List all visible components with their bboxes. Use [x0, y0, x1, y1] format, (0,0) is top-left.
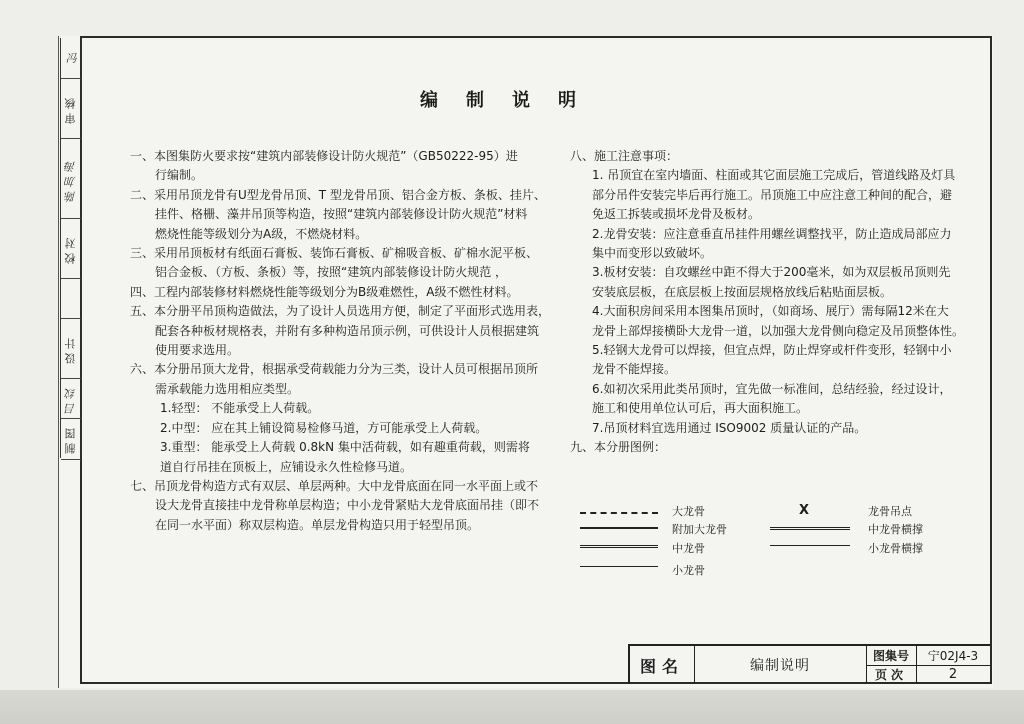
notes-left-column [130, 147, 551, 535]
signature-cell-review [61, 38, 81, 78]
note-line: 行编制。 [155, 168, 204, 183]
note-line: 1. 吊顶宜在室内墙面、柱面或其它面层施工完成后，管道线路及灯具 [592, 168, 956, 183]
legend-label-main-keel: 大龙骨 [672, 505, 705, 518]
note-line: 九、本分册图例： [570, 440, 667, 455]
scan-bottom-shadow [0, 690, 1024, 724]
signature-design: 吕纹 [64, 384, 77, 414]
note-line: 使用要求选用。 [155, 343, 240, 358]
page-number-value: 2 [948, 667, 958, 682]
drawing-name-value: 编制说明 [750, 658, 810, 674]
note-line: 6.如初次采用此类吊顶时，宜先做一标准间，总结经验，经过设计， [592, 381, 952, 396]
note-line: 挂件、格栅、藻井吊顶等构造，按照“建筑内部装修设计防火规范”材料 [155, 207, 528, 222]
check-label: 校对 [64, 234, 77, 264]
note-line: 龙骨上部焊接横卧大龙骨一道，以加强大龙骨侧向稳定及吊顶整体性。 [592, 323, 965, 338]
legend-label-middle-keel: 中龙骨 [672, 542, 705, 555]
drawn-cell [61, 418, 81, 460]
note-line: 1.轻型： 不能承受上人荷载。 [160, 401, 320, 416]
page-number-label: 页次 [874, 668, 907, 682]
note-line: 八、施工注意事项： [570, 149, 679, 163]
note-line: 二、采用吊顶龙骨有U型龙骨吊顶、T 型龙骨吊顶、铝合金方板、条板、挂片、 [130, 187, 546, 202]
drawing-name-label: 图名 [639, 656, 684, 676]
design-cell [61, 318, 81, 379]
page-title: 编制说明 [420, 90, 604, 111]
note-line: 需承载能力选用相应类型。 [155, 381, 300, 396]
design-label: 设计 [64, 334, 77, 364]
drawn-label: 制图 [64, 424, 77, 454]
signature-cell-check [61, 138, 81, 219]
note-line: 施工和使用单位认可后，再大面积施工。 [592, 401, 809, 416]
note-line: 燃烧性能等级划分为A级，不燃烧材料。 [155, 226, 368, 241]
note-line: 三、采用吊顶板材有纸面石膏板、装饰石膏板、矿棉吸音板、矿棉水泥平板、 [130, 246, 539, 261]
note-line: 部分吊件安装完毕后再行施工。吊顶施工中应注意工种间的配合，避 [592, 187, 953, 202]
note-line: 3.重型： 能承受上人荷载 0.8kN 集中活荷载，如有趣重荷载，则需将 [160, 440, 530, 455]
note-line: 一、本图集防火要求按“建筑内部装修设计防火规范”（GB50222-95）进 [130, 149, 518, 163]
note-line: 集中而变形以致破坏。 [592, 246, 713, 261]
note-line: 3.板材安装：自攻螺丝中距不得大于200毫米，如为双层板吊顶则先 [592, 265, 951, 280]
signature-cell-blank [61, 278, 81, 319]
legend-label-small-keel: 小龙骨 [672, 564, 705, 577]
signature-review: 冯 [65, 52, 77, 65]
note-line: 六、本分册吊顶大龙骨，根据承受荷载能力分为三类，设计人员可根据吊顶所 [130, 362, 539, 377]
signature-check: 陈加海 [64, 156, 77, 202]
note-line: 七、吊顶龙骨构造方式有双层、单层两种。大中龙骨底面在同一水平面上或不 [130, 478, 539, 493]
atlas-number-label: 图集号 [872, 649, 909, 663]
check-cell [61, 218, 81, 279]
note-line: 2.中型： 应在其上铺设简易检修马道，方可能承受上人荷载。 [160, 420, 488, 435]
note-line: 道自行吊挂在顶板上，应铺设永久性检修马道。 [160, 459, 413, 474]
note-line: 5.轻钢大龙骨可以焊接，但宜点焊，防止焊穿或杆件变形，轻钢中小 [592, 343, 952, 358]
signature-cell-design [61, 378, 81, 419]
legend-label-keel-hanger: 龙骨吊点 [868, 505, 912, 518]
title-block [628, 644, 990, 684]
notes-right-column [570, 147, 965, 458]
hanger-point-icon: X [799, 503, 810, 518]
note-line: 在同一水平面）称双层构造。单层龙骨构造只用于轻型吊顶。 [155, 517, 480, 532]
legend-label-small-brace: 小龙骨横撑 [868, 542, 923, 555]
note-line: 四、工程内部装修材料燃烧性能等级划分为B级难燃性，A级不燃性材料。 [130, 284, 519, 299]
note-line: 配套各种板材规格表，并附有多种构造吊顶示例，可供设计人员根据建筑 [155, 323, 540, 338]
note-line: 五、本分册平吊顶构造做法，为了设计人员选用方便，制定了平面形式选用表， [130, 304, 551, 319]
note-line: 铝合金板、（方板、条板）等，按照“建筑内部装修设计防火规范 ， [155, 265, 508, 280]
atlas-number-value: 宁02J4-3 [927, 649, 979, 663]
legend-label-added-main-keel: 附加大龙骨 [672, 523, 727, 536]
note-line: 安装底层板，在底层板上按面层规格放线后粘贴面层板。 [592, 284, 893, 299]
note-line: 7.吊顶材料宜选用通过 ISO9002 质量认证的产品。 [592, 420, 867, 435]
review-label: 审核 [64, 94, 77, 124]
note-line: 2.龙骨安装：应注意垂直吊挂件用螺丝调整找平，防止造成局部应力 [592, 226, 952, 241]
legend-label-middle-brace: 中龙骨横撑 [868, 523, 923, 536]
note-line: 免返工拆装或损坏龙骨及板材。 [592, 207, 761, 222]
note-line: 4.大面积房间采用本图集吊顶时，（如商场、展厅）需每隔12米在大 [592, 304, 949, 319]
note-line: 龙骨不能焊接。 [592, 362, 677, 377]
note-line: 设大龙骨直接挂中龙骨称单层构造；中小龙骨紧贴大龙骨底面吊挂（即不 [155, 498, 540, 513]
